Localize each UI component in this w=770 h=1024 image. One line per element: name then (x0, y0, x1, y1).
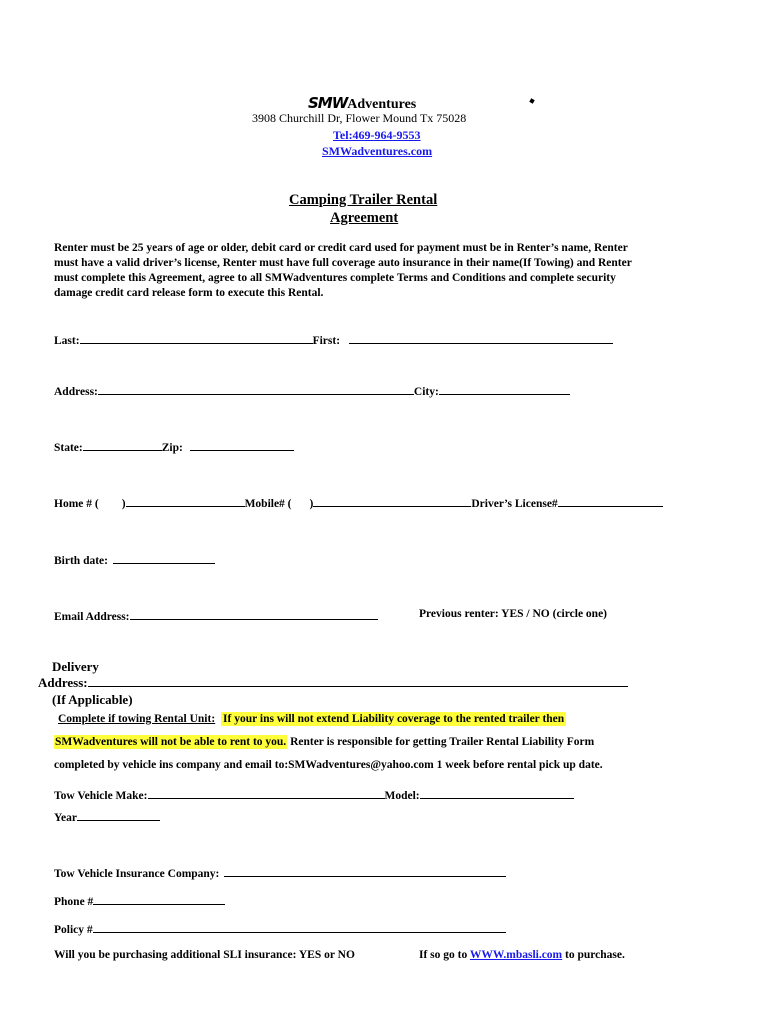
liability-warning: If your ins will not extend Liability coverage to the rented trailer then (223, 713, 565, 725)
city-label: City: (413, 386, 439, 398)
towing-line1 (58, 713, 566, 725)
intro-line4: damage credit card release form to execute this Rental. (54, 287, 324, 299)
intro-line1: Renter must be 25 years of age or older, debit card or credit card used for payment must be in Renter’s name, Renter (54, 242, 628, 254)
liability-warning-cont: SMWadventures will not be able to rent to you. (55, 736, 287, 748)
address-row (54, 383, 570, 398)
tow-year-row (54, 809, 160, 824)
delivery-label-line3: (If Applicable) (52, 692, 133, 707)
sli-purchase: If so go to WWW.mbasli.com to purchase. (419, 949, 625, 961)
tow-make-field[interactable] (148, 787, 385, 799)
city-field[interactable] (439, 383, 570, 395)
birth-date-field[interactable] (113, 552, 215, 564)
state-label: State: (54, 442, 83, 454)
drivers-license-label: Driver’s License# (471, 498, 558, 510)
sli-question: Will you be purchasing additional SLI insurance: YES or NO (54, 949, 355, 961)
email-row (54, 608, 378, 623)
first-name-label: First: (312, 335, 341, 347)
phone-link[interactable]: Tel:469-964-9553 (333, 128, 421, 142)
tow-year-label: Year (54, 812, 77, 824)
towing-heading: Complete if towing Rental Unit: (58, 713, 216, 725)
address-field[interactable] (98, 383, 414, 395)
policy-label: Policy # (54, 924, 93, 936)
policy-row (54, 921, 506, 936)
first-name-field[interactable] (349, 332, 613, 344)
insurance-field[interactable] (224, 865, 506, 877)
tow-model-label: Model: (384, 790, 420, 802)
website-link[interactable]: SMWadventures.com (322, 144, 433, 158)
tow-year-field[interactable] (77, 809, 160, 821)
form-title-line2: Agreement (330, 210, 399, 226)
company-name: SMWAdventures (308, 94, 417, 112)
last-name-field[interactable] (80, 332, 313, 344)
delivery-label-line1: Delivery (52, 659, 99, 674)
birth-date-label: Birth date: (54, 555, 108, 567)
towing-line3: completed by vehicle ins company and email to:SMWadventures@yahoo.com 1 week before rental pick up date. (54, 759, 603, 771)
home-phone-label: Home # ( (54, 498, 99, 510)
zip-field[interactable] (190, 439, 294, 451)
tow-make-label: Tow Vehicle Make: (54, 790, 148, 802)
drivers-license-field[interactable] (558, 495, 663, 507)
home-phone-field[interactable] (126, 495, 245, 507)
address-label: Address: (54, 386, 98, 398)
tow-vehicle-row (54, 787, 574, 802)
email-label: Email Address: (54, 611, 130, 623)
insurance-label: Tow Vehicle Insurance Company: (54, 868, 220, 880)
state-zip-row (54, 439, 294, 454)
intro-line3: must complete this Agreement, agree to all SMWadventures complete Terms and Conditions and complete security (54, 272, 616, 284)
last-name-label: Last: (54, 335, 80, 347)
delivery-address-field[interactable] (88, 675, 628, 687)
delivery-label-line2: Address: (38, 675, 628, 691)
zip-label: Zip: (161, 442, 183, 454)
email-field[interactable] (130, 608, 378, 620)
dot-mark (529, 98, 534, 103)
ins-phone-label: Phone # (54, 896, 94, 908)
logo-text: SMW (308, 94, 348, 112)
state-field[interactable] (83, 439, 162, 451)
form-title-line1: Camping Trailer Rental (289, 192, 438, 208)
intro-line2: must have a valid driver’s license, Renter must have full coverage auto insurance in their name(If Towing) and Renter (54, 257, 632, 269)
tow-model-field[interactable] (420, 787, 574, 799)
policy-field[interactable] (93, 921, 506, 933)
insurance-row (54, 865, 506, 880)
mobile-phone-label: Mobile# ( (244, 498, 292, 510)
company-address: 3908 Churchill Dr, Flower Mound Tx 75028 (252, 111, 467, 125)
mobile-phone-field[interactable] (313, 495, 471, 507)
previous-renter: Previous renter: YES / NO (circle one) (419, 608, 608, 620)
phones-row: Home # ( ) Mobile# ( ) Driver’s License# (54, 495, 663, 510)
ins-phone-row (54, 893, 225, 908)
towing-line2: SMWadventures will not be able to rent to you. Renter is responsible for getting Trailer Rental Liability Form (55, 736, 595, 748)
sli-link[interactable]: WWW.mbasli.com (469, 949, 563, 961)
ins-phone-field[interactable] (93, 893, 225, 905)
birth-date-row (54, 552, 215, 567)
last-name-row (54, 332, 613, 347)
